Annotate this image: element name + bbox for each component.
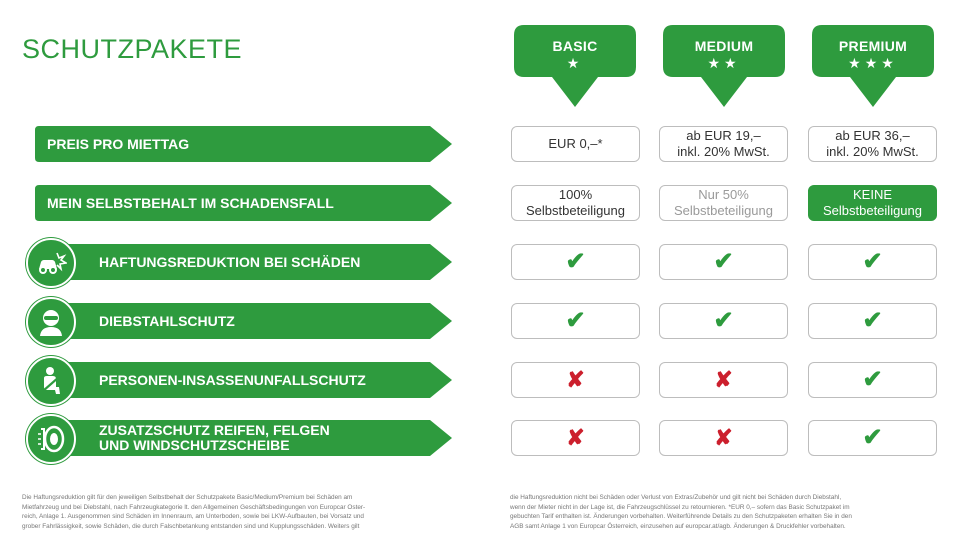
row-label-text: DIEBSTAHLSCHUTZ	[99, 312, 235, 329]
cross-icon: ✘	[566, 367, 585, 392]
cell-medium-row6	[659, 420, 788, 456]
cell-line1: 100%	[558, 187, 593, 202]
footnote-line: AGB samt Anlage 1 von Europcar Österreich, einzusehen auf europcar.at/agb. Änderungen & Druckfehler vorbehalten.	[510, 522, 846, 530]
footnote-line: wenn der Mieter nicht in der Lage ist, die Fahrzeugschlüssel zu retournieren. *EUR 0,– sofern das Basic Schutzpaket im	[510, 503, 850, 511]
package-premium-header	[812, 25, 934, 108]
cell-line2: Selbstbeteiligung	[822, 203, 923, 218]
footnote-line: gebuchten Tarif enthalten ist. Änderungen vorbehalten. Weiterführende Details zu den Schutzpaketen erhalten Sie in den	[510, 513, 852, 521]
cell-medium-row5	[659, 362, 788, 398]
cell-medium-row4	[659, 303, 788, 339]
row-label-passenger	[50, 362, 452, 398]
cell-line1: KEINE	[852, 187, 892, 202]
row-label-text: PERSONEN-INSASSENUNFALLSCHUTZ	[99, 371, 366, 388]
cell-line1: ab EUR 19,–	[686, 128, 761, 143]
row-label-text: PREIS PRO MIETTAG	[47, 135, 190, 152]
cell-line1: EUR 0,–*	[548, 136, 603, 151]
cell-premium-row2	[808, 185, 937, 221]
footnote-right	[510, 493, 938, 531]
star-rating-icon: ★	[566, 55, 584, 71]
package-medium-header	[663, 25, 785, 108]
cell-line2: Selbstbeteiligung	[673, 203, 774, 218]
cross-icon: ✘	[714, 425, 733, 450]
footnote-line: Die Haftungsreduktion gilt für den jeweiligen Selbstbehalt der Schutzpakete Basic/Medium/Premium bei Schäden am	[22, 494, 353, 501]
checkmark-icon: ✔	[713, 248, 734, 275]
tire-icon	[26, 414, 76, 464]
cell-medium-row1	[659, 126, 788, 162]
cell-line2: Selbstbeteiligung	[525, 203, 626, 218]
cell-basic-row5	[511, 362, 640, 398]
cell-basic-row3	[511, 244, 640, 280]
package-name: MEDIUM	[694, 38, 754, 54]
footnote-line: grober Fahrlässigkeit, sowie Schäden, die durch Falschbetankung entstanden sind und Kupplungsschäden. Weiters gilt	[22, 522, 360, 530]
cell-line1: ab EUR 36,–	[835, 128, 910, 143]
checkmark-icon: ✔	[713, 307, 734, 334]
footnote-line: reich, Anlage 1. Ausgenommen sind Schäden im Innenraum, am Unterboden, sowie bei LKW-Aufbauten, bei Vorsatz und	[22, 513, 364, 521]
page-title: SCHUTZPAKETE	[22, 34, 243, 64]
cell-line2: inkl. 20% MwSt.	[677, 144, 770, 159]
cell-basic-row4	[511, 303, 640, 339]
car-crash-icon	[26, 238, 76, 288]
thief-icon	[26, 297, 76, 347]
cell-basic-row1	[511, 126, 640, 162]
package-name: BASIC	[552, 38, 598, 54]
cell-text	[548, 136, 602, 152]
row-label-theft	[50, 303, 452, 339]
footnote-line: Mietfahrzeug und bei Diebstahl, nach Fahrzeugkategorie lt. den Allgemeinen Geschäftsbedingungen von Europcar Oster-	[22, 503, 366, 511]
checkmark-icon: ✔	[862, 424, 883, 451]
checkmark-icon: ✔	[565, 248, 586, 275]
cell-text	[826, 128, 918, 160]
star-rating-icon: ★★	[707, 55, 741, 71]
footnote-left	[22, 493, 452, 531]
cell-text	[526, 187, 625, 219]
row-label-text: HAFTUNGSREDUKTION BEI SCHÄDEN	[99, 253, 361, 270]
row-label-price	[35, 126, 452, 162]
row-label-deductible	[35, 185, 452, 221]
cell-premium-row1	[808, 126, 937, 162]
footnote-line: die Haftungsreduktion nicht bei Schäden oder Verlust von Extras/Zubehör und gilt nicht bei Schäden durch Diebstahl,	[510, 494, 842, 501]
cross-icon: ✘	[714, 367, 733, 392]
row-label-text	[99, 420, 330, 456]
star-rating-icon: ★★★	[848, 55, 898, 71]
row-label-line2: UND WINDSCHUTZSCHEIBE	[99, 437, 290, 453]
cell-premium-row3	[808, 244, 937, 280]
seatbelt-icon	[26, 356, 76, 406]
cell-premium-row5	[808, 362, 937, 398]
package-name: PREMIUM	[838, 38, 908, 54]
cell-line2: inkl. 20% MwSt.	[826, 144, 919, 159]
package-basic-header	[514, 25, 636, 108]
checkmark-icon: ✔	[862, 248, 883, 275]
cell-text	[823, 187, 922, 219]
cell-medium-row3	[659, 244, 788, 280]
cell-text	[677, 128, 769, 160]
row-label-tires	[50, 420, 452, 456]
cell-medium-row2	[659, 185, 788, 221]
cell-basic-row2	[511, 185, 640, 221]
cell-premium-row6	[808, 420, 937, 456]
cell-line1: Nur 50%	[698, 187, 749, 202]
cell-basic-row6	[511, 420, 640, 456]
row-label-line1: ZUSATZSCHUTZ REIFEN, FELGEN	[99, 422, 330, 438]
row-label-text: MEIN SELBSTBEHALT IM SCHADENSFALL	[47, 194, 334, 211]
checkmark-icon: ✔	[565, 307, 586, 334]
cell-premium-row4	[808, 303, 937, 339]
cell-text	[674, 187, 773, 219]
row-label-liability	[50, 244, 452, 280]
checkmark-icon: ✔	[862, 307, 883, 334]
checkmark-icon: ✔	[862, 366, 883, 393]
cross-icon: ✘	[566, 425, 585, 450]
